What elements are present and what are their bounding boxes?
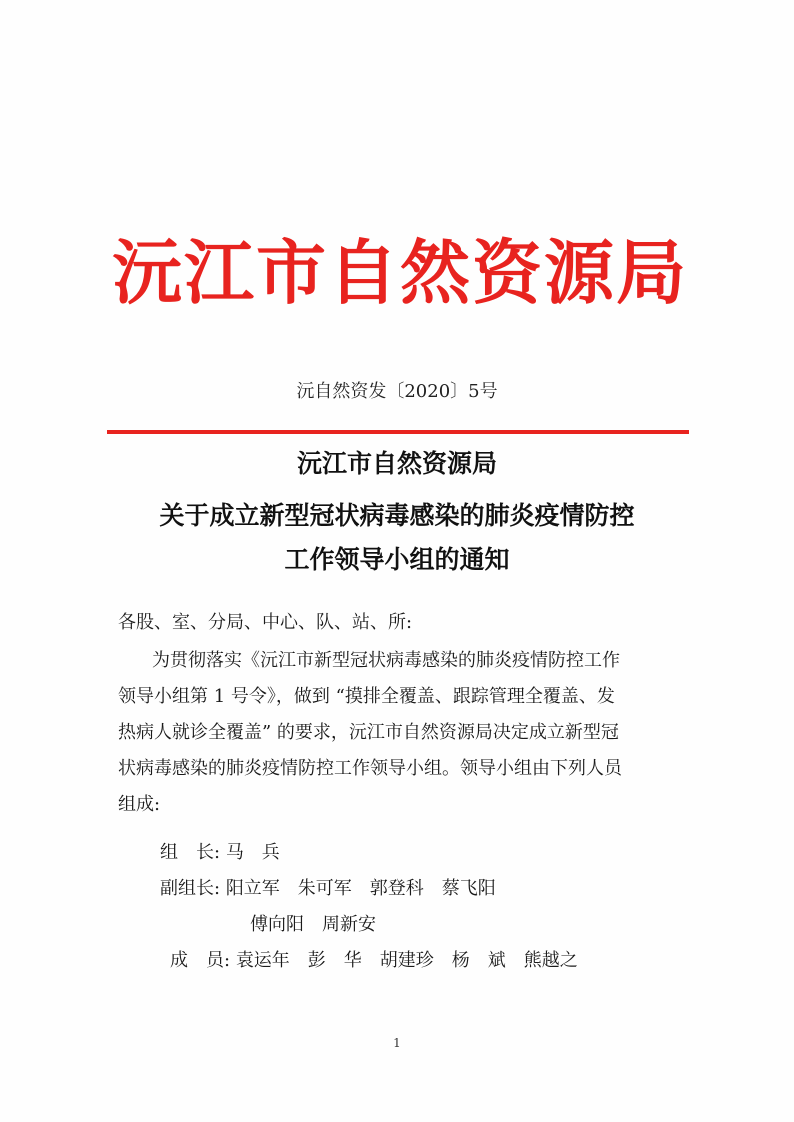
member-names: 袁运年 彭 华 胡建珍 杨 斌 熊越之 [235, 950, 578, 971]
deputy-role-label: 副组长: [160, 878, 221, 899]
deputy-leader-row [160, 874, 496, 904]
body-paragraph-line: 状病毒感染的肺炎疫情防控工作领导小组。领导小组由下列人员 [118, 758, 622, 779]
deputy-leader-row-continued [250, 910, 376, 940]
document-title-line-1: 沅江市自然资源局 [296, 449, 497, 478]
body-paragraph-line: 组成: [118, 794, 161, 815]
document-title-line-2: 关于成立新型冠状病毒感染的肺炎疫情防控 [159, 501, 635, 530]
issuing-organization-header: 沅江市自然资源局 [112, 232, 688, 314]
leader-row [160, 838, 280, 868]
body-paragraph-line: 领导小组第 1 号令》，做到 “摸排全覆盖、跟踪管理全覆盖、发 [118, 686, 615, 707]
leader-role-label: 组 长: [160, 842, 221, 863]
body-paragraph-line: 为贯彻落实《沅江市新型冠状病毒感染的肺炎疫情防控工作 [152, 650, 620, 671]
leader-names: 马 兵 [225, 842, 280, 863]
red-divider-rule [107, 430, 689, 434]
page-number: 1 [393, 1036, 401, 1050]
members-row [170, 946, 578, 976]
deputy-names: 阳立军 朱可军 郭登科 蔡飞阳 [225, 878, 496, 899]
body-paragraph-line: 热病人就诊全覆盖” 的要求，沅江市自然资源局决定成立新型冠 [118, 722, 619, 743]
document-number: 沅自然资发〔2020〕5号 [296, 381, 498, 402]
document-title-line-3: 工作领导小组的通知 [284, 545, 510, 574]
deputy-names: 傅向阳 周新安 [250, 914, 376, 935]
salutation: 各股、室、分局、中心、队、站、所: [118, 612, 413, 633]
member-role-label: 成 员: [170, 950, 231, 971]
